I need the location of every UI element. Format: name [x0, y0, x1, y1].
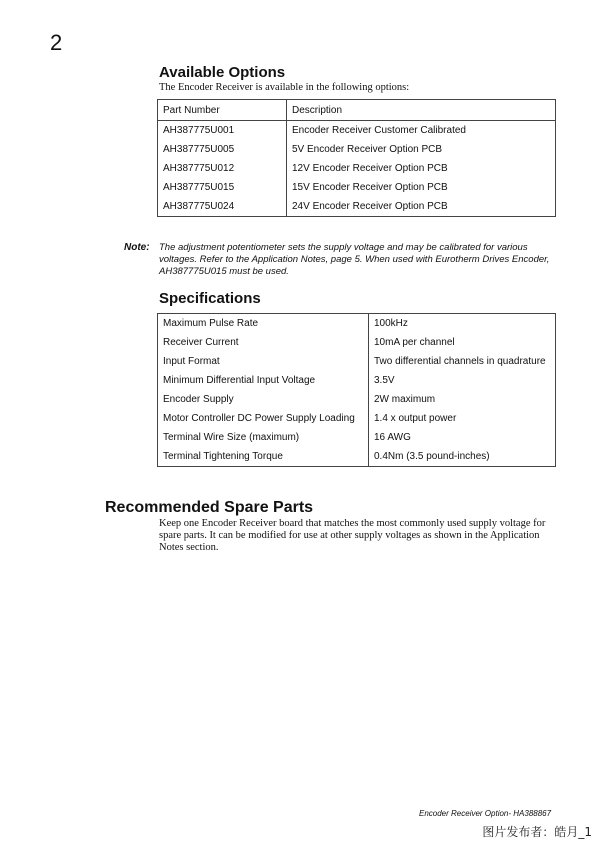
description-cell: 15V Encoder Receiver Option PCB — [287, 178, 556, 197]
available-options-heading: Available Options — [159, 64, 286, 81]
table-row — [158, 409, 556, 428]
table-header-row — [158, 100, 556, 121]
spec-value-cell: 1.4 x output power — [369, 409, 556, 428]
part-number-cell: AH387775U015 — [158, 178, 287, 197]
page-footer: Encoder Receiver Option- HA388867 — [419, 809, 552, 818]
description-cell: Encoder Receiver Customer Calibrated — [287, 121, 556, 141]
available-options-intro: The Encoder Receiver is available in the following options: — [159, 82, 410, 93]
spec-name-cell: Input Format — [158, 352, 369, 371]
table-row — [158, 197, 556, 217]
table-row — [158, 447, 556, 467]
spec-value-cell: 100kHz — [369, 314, 556, 334]
spare-parts-heading: Recommended Spare Parts — [105, 499, 314, 516]
spec-value-cell: 10mA per channel — [369, 333, 556, 352]
description-cell: 24V Encoder Receiver Option PCB — [287, 197, 556, 217]
spec-value-cell: 0.4Nm (3.5 pound-inches) — [369, 447, 556, 467]
spec-name-cell: Encoder Supply — [158, 390, 369, 409]
part-number-cell: AH387775U005 — [158, 140, 287, 159]
part-number-cell: AH387775U024 — [158, 197, 287, 217]
spec-name-cell: Terminal Wire Size (maximum) — [158, 428, 369, 447]
spec-name-cell: Minimum Differential Input Voltage — [158, 371, 369, 390]
table-row — [158, 140, 556, 159]
table-row — [158, 352, 556, 371]
description-cell: 5V Encoder Receiver Option PCB — [287, 140, 556, 159]
spec-name-cell: Maximum Pulse Rate — [158, 314, 369, 334]
options-table — [157, 99, 556, 217]
note-text: The adjustment potentiometer sets the supply voltage and may be calibrated for various voltages. Refer to the Application Notes, page 5. When used with Eurotherm Drives Encoder, AH387775U015 must be used. — [159, 242, 550, 277]
table-row — [158, 371, 556, 390]
table-row — [158, 428, 556, 447]
specifications-table — [157, 313, 556, 467]
spec-value-cell: 2W maximum — [369, 390, 556, 409]
table-row — [158, 314, 556, 334]
table-row — [158, 390, 556, 409]
spare-parts-text: Keep one Encoder Receiver board that matches the most commonly used supply voltage for spare parts. It can be modified for use at other supply voltages as shown in the Application Notes section. — [159, 518, 546, 553]
description-cell: 12V Encoder Receiver Option PCB — [287, 159, 556, 178]
page-number: 2 — [50, 30, 63, 55]
part-number-cell: AH387775U001 — [158, 121, 287, 141]
column-header-description: Description — [287, 100, 556, 121]
specifications-heading: Specifications — [159, 290, 261, 307]
part-number-cell: AH387775U012 — [158, 159, 287, 178]
table-row — [158, 333, 556, 352]
spec-value-cell: 3.5V — [369, 371, 556, 390]
column-header-part-number: Part Number — [158, 100, 287, 121]
spec-value-cell: 16 AWG — [369, 428, 556, 447]
spec-name-cell: Receiver Current — [158, 333, 369, 352]
spec-name-cell: Motor Controller DC Power Supply Loading — [158, 409, 369, 428]
table-row — [158, 178, 556, 197]
spec-value-cell: Two differential channels in quadrature — [369, 352, 556, 371]
table-row — [158, 159, 556, 178]
note-label: Note: — [124, 242, 150, 253]
watermark-text: 图片发布者：皓月_1 — [482, 825, 592, 839]
table-row — [158, 121, 556, 141]
spec-name-cell: Terminal Tightening Torque — [158, 447, 369, 467]
